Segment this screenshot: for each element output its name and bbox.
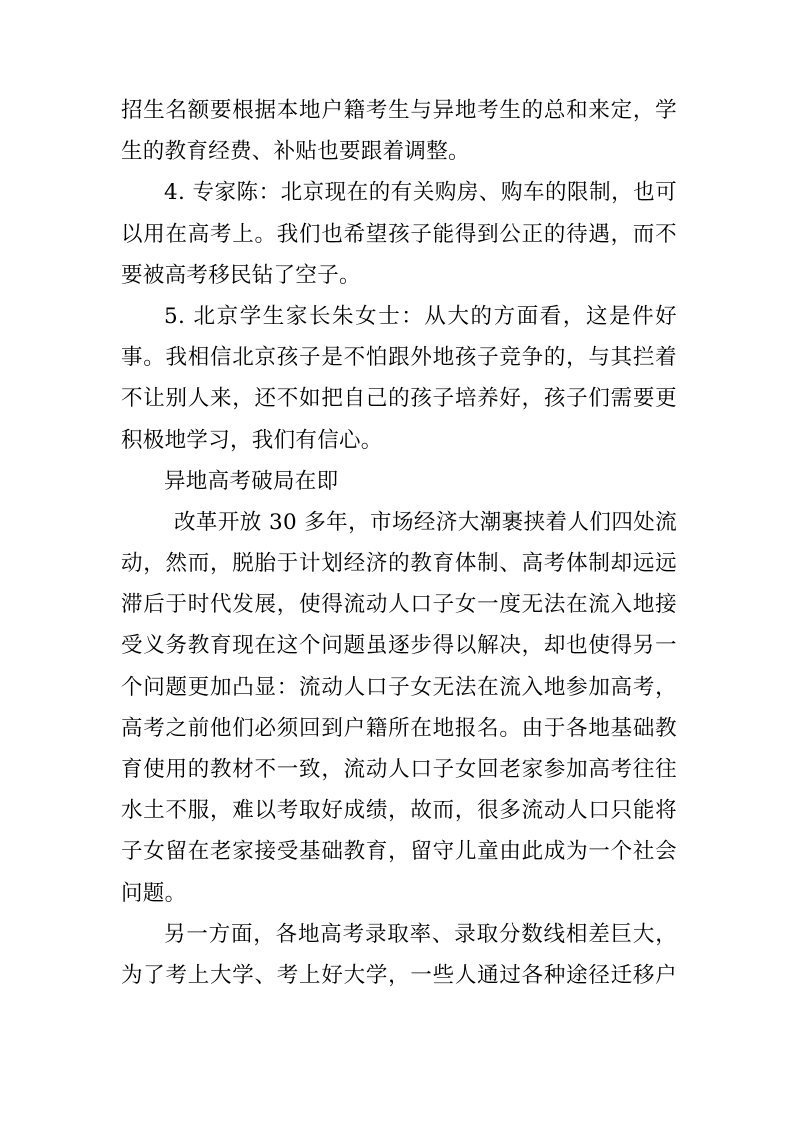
text-line: 育使用的教材不一致，流动人口子女回老家参加高考往往 (121, 757, 677, 782)
text-line: 个问题更加凸显：流动人口子女无法在流入地参加高考， (121, 674, 677, 700)
text-line: 子女留在老家接受基础教育，留守儿童由此成为一个社会 (121, 839, 677, 865)
paragraph-start: 改革开放 30 多年，市场经济大潮裹挟着人们四处流 (174, 509, 677, 535)
text-line: 以用在高考上。我们也希望孩子能得到公正的待遇，而不 (121, 221, 677, 247)
section-heading: 异地高考破局在即 (164, 468, 339, 494)
text-line: 招生名额要根据本地户籍考生与异地考生的总和来定，学 (121, 98, 677, 123)
text-line: 事。我相信北京孩子是不怕跟外地孩子竞争的，与其拦着 (121, 345, 677, 371)
text-line: 水土不服，难以考取好成绩，故而，很多流动人口只能将 (121, 798, 677, 824)
text-line: 高考之前他们必须回到户籍所在地报名。由于各地基础教 (121, 715, 677, 741)
text-line: 为了考上大学、考上好大学，一些人通过各种途径迁移户 (121, 962, 677, 988)
text-line: 生的教育经费、补贴也要跟着调整。 (121, 139, 470, 165)
text-line: 问题。 (121, 880, 187, 906)
text-line: 不让别人来，还不如把自己的孩子培养好，孩子们需要更 (121, 386, 677, 412)
text-line: 受义务教育现在这个问题虽逐步得以解决，却也使得另一 (121, 633, 677, 659)
text-line: 动，然而，脱胎于计划经济的教育体制、高考体制却远远 (121, 551, 677, 577)
text-line: 滞后于时代发展，使得流动人口子女一度无法在流入地接 (121, 592, 677, 618)
paragraph-item-5: 5. 北京学生家长朱女士：从大的方面看，这是件好 (164, 303, 677, 329)
paragraph-start: 另一方面，各地高考录取率、录取分数线相差巨大， (164, 921, 677, 947)
document-body (121, 90, 677, 996)
paragraph-item-4: 4. 专家陈：北京现在的有关购房、购车的限制，也可 (164, 180, 677, 206)
text-line: 要被高考移民钻了空子。 (121, 262, 361, 288)
text-line: 积极地学习，我们有信心。 (121, 427, 383, 453)
